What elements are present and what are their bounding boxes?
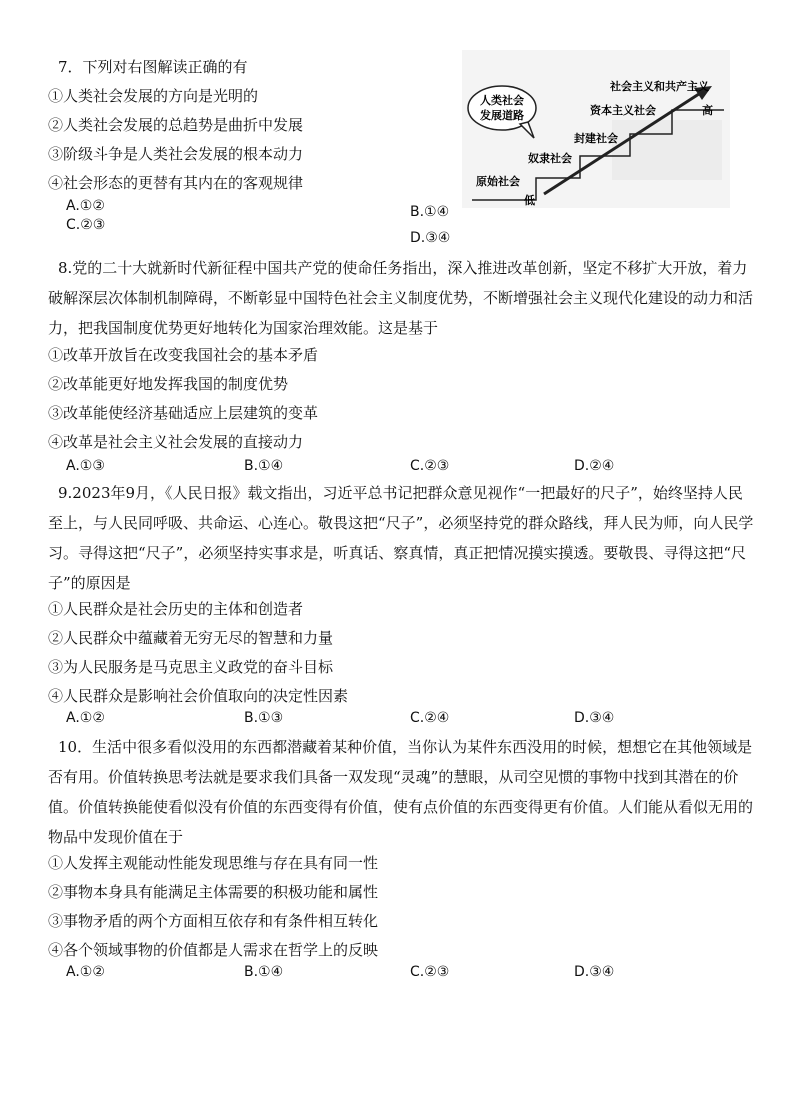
q9-item-4: ④人民群众是影响社会价值取向的决定性因素	[48, 687, 349, 705]
q10-option-c[interactable]: C.②③	[410, 964, 450, 980]
q7-item-2: ②人类社会发展的总趋势是曲折中发展	[48, 116, 304, 134]
stage-label-primitive: 原始社会	[476, 175, 520, 188]
q10-item-1: ①人发挥主观能动性能发现思维与存在具有同一性	[48, 854, 379, 872]
label-high: 高	[702, 104, 713, 117]
q10-option-a[interactable]: A.①②	[66, 964, 105, 980]
q10-item-4: ④各个领域事物的价值都是人需求在哲学上的反映	[48, 941, 379, 959]
q9-option-a[interactable]: A.①②	[66, 710, 105, 726]
q8-option-d[interactable]: D.②④	[574, 458, 615, 474]
q8-option-b[interactable]: B.①④	[244, 458, 284, 474]
q8-option-a[interactable]: A.①③	[66, 458, 105, 474]
q8-option-c[interactable]: C.②③	[410, 458, 450, 474]
q10-option-d[interactable]: D.③④	[574, 964, 615, 980]
q9-item-3: ③为人民服务是马克思主义政党的奋斗目标	[48, 658, 334, 676]
q7-item-4: ④社会形态的更替有其内在的客观规律	[48, 174, 304, 192]
stage-label-feudal: 封建社会	[574, 132, 618, 145]
q7-option-c[interactable]: C.②③	[66, 217, 106, 233]
q10-stem: 10．生活中很多看似没用的东西都潜藏着某种价值，当你认为某件东西没用的时候，想想它在其他领域是否有用。价值转换思考法就是要求我们具备一双发现“灵魂”的慧眼，从司空见惯的事物中找到其潜在的价值。价值转换能使看似没有价值的东西变得有价值，使有点价值的东西变得更有价值。人们能从看似无用的物品中发现价值在于	[48, 738, 754, 846]
q10-item-2: ②事物本身具有能满足主体需要的积极功能和属性	[48, 883, 379, 901]
q7-option-a[interactable]: A.①②	[66, 198, 105, 214]
q9-item-2: ②人民群众中蕴藏着无穷无尽的智慧和力量	[48, 629, 334, 647]
q8-item-4: ④改革是社会主义社会发展的直接动力	[48, 433, 304, 451]
q8-item-1: ①改革开放旨在改变我国社会的基本矛盾	[48, 346, 319, 364]
q10-option-b[interactable]: B.①④	[244, 964, 284, 980]
q10-item-3: ③事物矛盾的两个方面相互依存和有条件相互转化	[48, 912, 379, 930]
q9-item-1: ①人民群众是社会历史的主体和创造者	[48, 600, 304, 618]
q8-item-3: ③改革能使经济基础适应上层建筑的变革	[48, 404, 319, 422]
q7-option-d[interactable]: D.③④	[410, 230, 451, 246]
label-low: 低	[524, 194, 535, 207]
q7-option-b[interactable]: B.①④	[410, 204, 450, 220]
q7-stem: 7．下列对右图解读正确的有	[58, 58, 248, 76]
bubble-line-2: 发展道路	[480, 109, 524, 122]
q8-item-2: ②改革能更好地发挥我国的制度优势	[48, 375, 289, 393]
bubble-line-1: 人类社会	[480, 94, 524, 107]
q9-stem: 9.2023年9月，《人民日报》载文指出，习近平总书记把群众意见视作“一把最好的尺子”，始终坚持人民至上，与人民同呼吸、共命运、心连心。敬畏这把“尺子”，必须坚持党的群众路线，拜人民为师，向人民学习。寻得这把“尺子”，必须坚持实事求是，听真话、察真情，真正把情况摸实摸透。要敬畏、寻得这把“尺子”的原因是	[48, 484, 754, 592]
q9-option-d[interactable]: D.③④	[574, 710, 615, 726]
stage-label-socialist: 社会主义和共产主义	[610, 80, 709, 93]
stage-label-slave: 奴隶社会	[528, 152, 572, 165]
stage-label-capitalist: 资本主义社会	[590, 104, 656, 117]
q7-item-3: ③阶级斗争是人类社会发展的根本动力	[48, 145, 304, 163]
q7-item-1: ①人类社会发展的方向是光明的	[48, 87, 259, 105]
q9-option-b[interactable]: B.①③	[244, 710, 284, 726]
q9-option-c[interactable]: C.②④	[410, 710, 450, 726]
q8-stem: 8.党的二十大就新时代新征程中国共产党的使命任务指出，深入推进改革创新，坚定不移扩大开放，着力破解深层次体制机制障碍，不断彰显中国特色社会主义制度优势，不断增强社会主义现代化建设的动力和活力，把我国制度优势更好地转化为国家治理效能。这是基于	[48, 259, 754, 337]
social-development-staircase-figure	[462, 50, 730, 208]
